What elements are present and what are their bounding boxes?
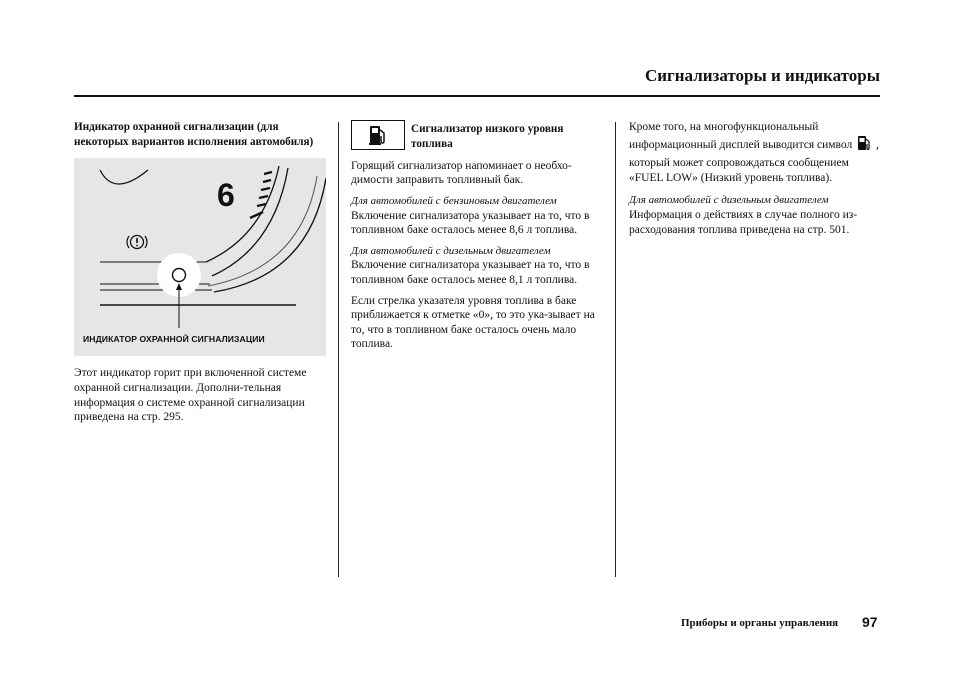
column-low-fuel [351, 120, 605, 352]
column-security-indicator [74, 120, 326, 425]
diesel-empty-text: Информация о действиях в случае полного из-расходования топлива приведена на стр. 501. [629, 208, 858, 236]
low-fuel-heading: Сигнализатор низкого уровня топлива [411, 123, 564, 151]
info-display-text [629, 120, 881, 185]
petrol-subheading: Для автомобилей с бензиновым двигателем [351, 195, 557, 207]
diesel-subheading: Для автомобилей с дизельным двигателем [351, 244, 551, 257]
petrol-text: Включение сигнализатора указывает на то, что в топливном баке осталось менее 8,6 л топлива. [351, 209, 590, 237]
needle-text: Если стрелка указателя уровня топлива в баке приближается к отметке «0», то это ука-зывает на то, что в топливном баке осталось очень мало топлива. [351, 294, 595, 351]
gauge-illustration [74, 158, 326, 356]
info-display-text-after: , который может сопровождаться сообщением «FUEL LOW» (Низкий уровень топлива). [629, 138, 879, 184]
footer-section-title: Приборы и органы управления [681, 617, 839, 629]
diesel-subheading-2: Для автомобилей с дизельным двигателем [629, 194, 829, 207]
page-number: 97 [862, 614, 878, 630]
fuel-pump-icon [857, 135, 871, 152]
security-indicator-heading: Индикатор охранной сигнализации (для некоторых вариантов исполнения автомобиля) [74, 121, 314, 149]
gauge-number: 6 [217, 177, 235, 214]
figure-caption: ИНДИКАТОР ОХРАННОЙ СИГНАЛИЗАЦИИ [83, 334, 265, 345]
diesel-text: Включение сигнализатора указывает на то, что в топливном баке осталось менее 8,1 л топлива. [351, 259, 590, 286]
low-fuel-heading-row [351, 120, 605, 153]
info-display-text-before: Кроме того, на многофункциональный информационный дисплей выводится символ [629, 121, 853, 151]
security-alarm-icon [127, 236, 147, 249]
column-info-display [629, 120, 881, 237]
instrument-panel-figure [74, 158, 326, 356]
page-title: Сигнализаторы и индикаторы [644, 66, 880, 85]
fuel-pump-icon-inline [857, 135, 871, 157]
security-indicator-description: Этот индикатор горит при включенной системе охранной сигнализации. Дополни-тельная информация о системе охранной сигнализации приведена на стр. 295. [74, 367, 307, 424]
column-divider-2 [615, 122, 616, 577]
low-fuel-intro: Горящий сигнализатор напоминает о необхо-димости заправить топливный бак. [351, 159, 572, 187]
fuel-pump-icon [367, 124, 389, 146]
column-divider-1 [338, 122, 339, 577]
low-fuel-icon-box [351, 120, 405, 150]
header-rule [74, 95, 880, 97]
